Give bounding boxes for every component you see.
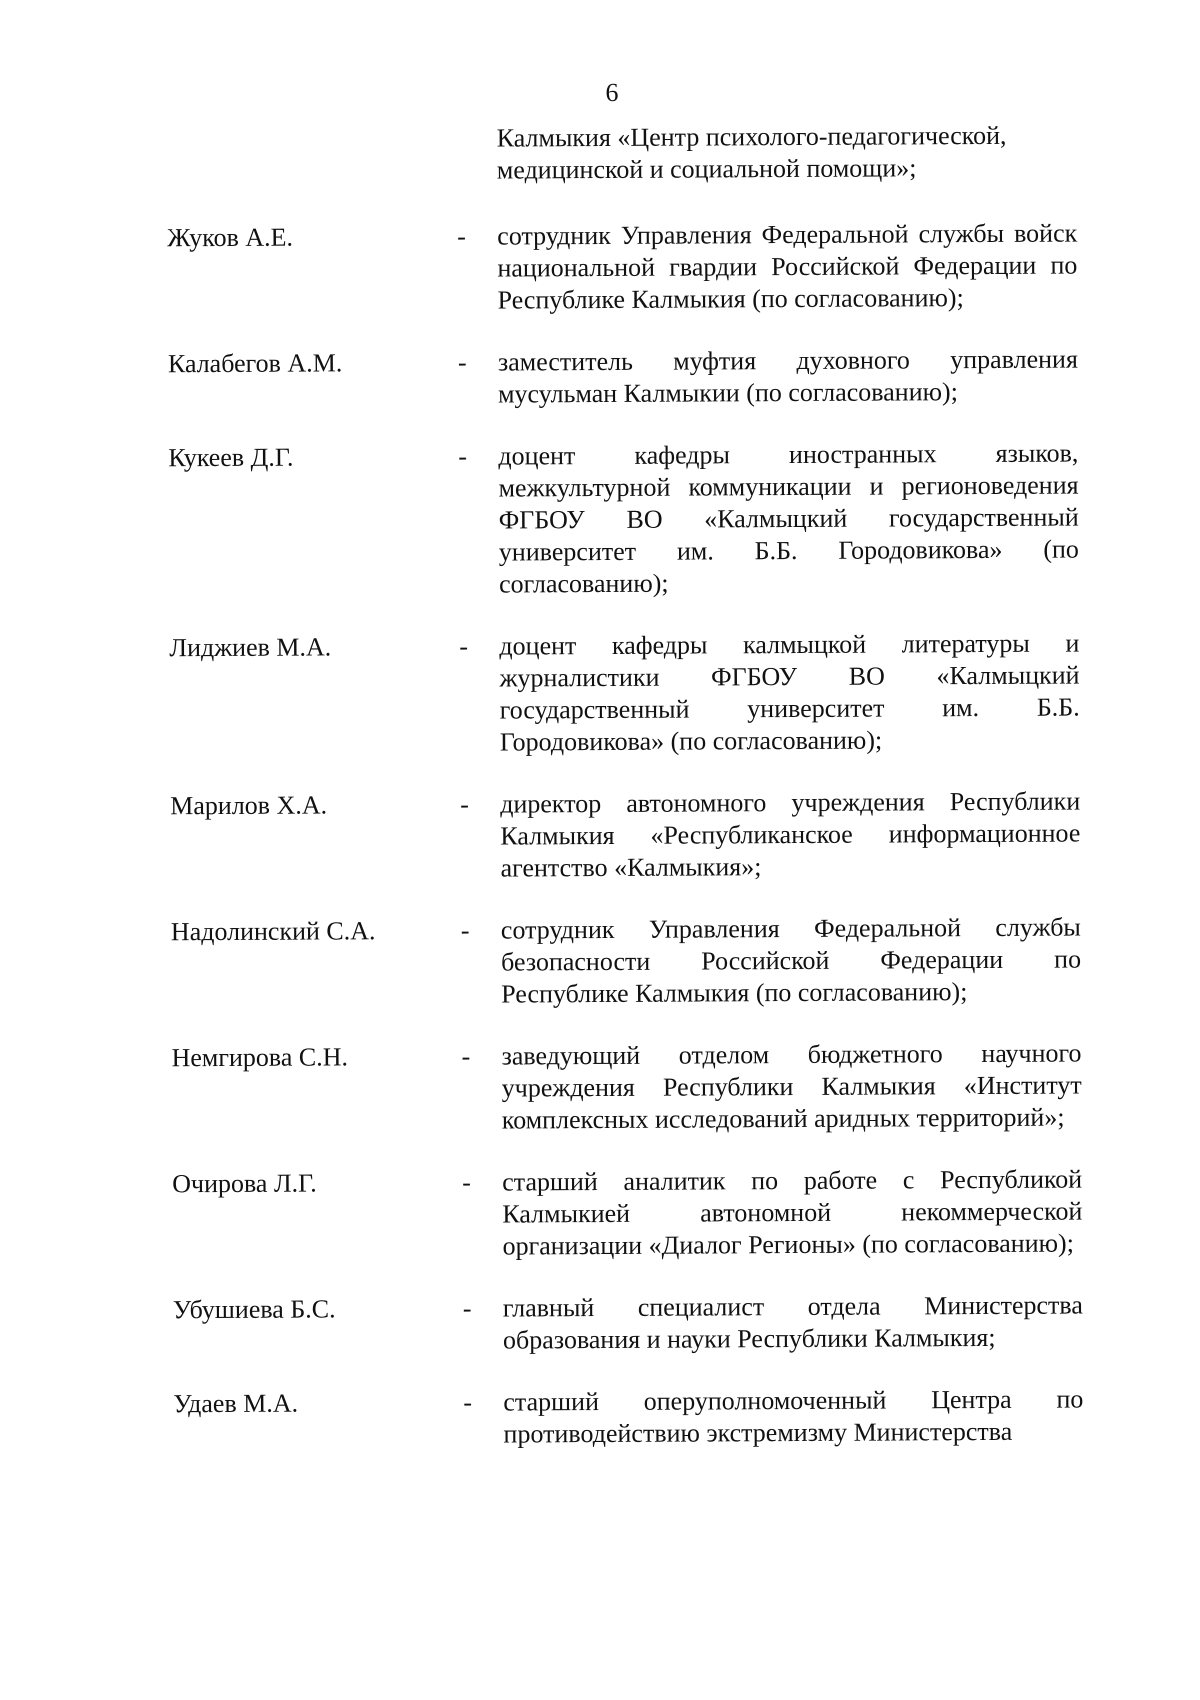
member-entry: [2, 437, 1200, 603]
member-dash: -: [460, 915, 470, 945]
member-description: доцент кафедры иностранных языков, межкультурной коммуникации и регионоведения ФГБОУ ВО «Калмыцкий государственный университет им. Б.Б. Городовикова» (по согласованию);: [498, 438, 1079, 599]
member-dash: -: [459, 631, 469, 661]
member-dash: -: [463, 1387, 473, 1417]
member-dash: -: [457, 221, 466, 251]
member-dash: -: [462, 1293, 472, 1323]
member-entry: [7, 1383, 1200, 1453]
member-description: доцент кафедры калмыцкой литературы и журналистики ФГБОУ ВО «Калмыцкий государственный университет им. Б.Б. Городовикова» (по согласованию);: [499, 628, 1080, 757]
member-dash: -: [458, 441, 468, 471]
member-description: старший оперуполномоченный Центра по противодействию экстремизму Министерства: [503, 1384, 1084, 1449]
member-entry: [4, 785, 1200, 887]
member-description: заведующий отделом бюджетного научного учреждения Республики Калмыкия «Институт комплексных исследований аридных территорий»;: [501, 1038, 1082, 1135]
member-description: старший аналитик по работе с Республикой Калмыкией автономной некоммерческой организации «Диалог Регионы» (по согласованию);: [502, 1164, 1083, 1261]
continued-text-line: Калмыкия «Центр психолого-педагогической,: [496, 120, 1007, 153]
member-description: заместитель муфтия духовного управления мусульман Калмыкии (по согласованию);: [497, 344, 1078, 409]
member-list: [1, 217, 1200, 1453]
member-description: директор автономного учреждения Республики Калмыкия «Республиканское информационное агентство «Калмыкия»;: [500, 786, 1081, 883]
member-entry: [1, 217, 1200, 319]
member-entry: [2, 343, 1200, 413]
member-name: Кукеев Д.Г.: [168, 442, 294, 473]
member-entry: [3, 627, 1200, 761]
member-entry: [6, 1163, 1200, 1265]
member-name: Жуков А.Е.: [167, 222, 294, 253]
member-name: Немгирова С.Н.: [171, 1042, 349, 1073]
page-number: 6: [605, 77, 619, 107]
member-name: Очирова Л.Г.: [172, 1168, 317, 1199]
member-description: главный специалист отдела Министерства образования и науки Республики Калмыкия;: [502, 1290, 1083, 1355]
member-entry: [7, 1289, 1200, 1359]
member-name: Марилов Х.А.: [170, 790, 328, 821]
member-name: Лиджиев М.А.: [169, 632, 332, 663]
member-name: Удаев М.А.: [173, 1388, 299, 1419]
member-name: Калабегов А.М.: [167, 348, 343, 379]
continued-text: [497, 120, 1077, 187]
member-name: Убушиева Б.С.: [172, 1294, 336, 1325]
member-dash: -: [460, 789, 469, 819]
member-dash: -: [461, 1041, 471, 1071]
member-entry: [5, 911, 1200, 1013]
member-description: сотрудник Управления Федеральной службы войск национальной гвардии Российской Федерации по Республике Калмыкия (по согласованию);: [497, 218, 1078, 315]
member-entry: [5, 1037, 1200, 1139]
member-dash: -: [462, 1167, 471, 1197]
continued-text-line: медицинской и социальной помощи»;: [496, 153, 917, 185]
member-description: сотрудник Управления Федеральной службы безопасности Российской Федерации по Республике Калмыкия (по согласованию);: [500, 912, 1082, 1009]
member-dash: -: [457, 347, 467, 377]
member-name: Надолинский С.А.: [170, 916, 376, 947]
